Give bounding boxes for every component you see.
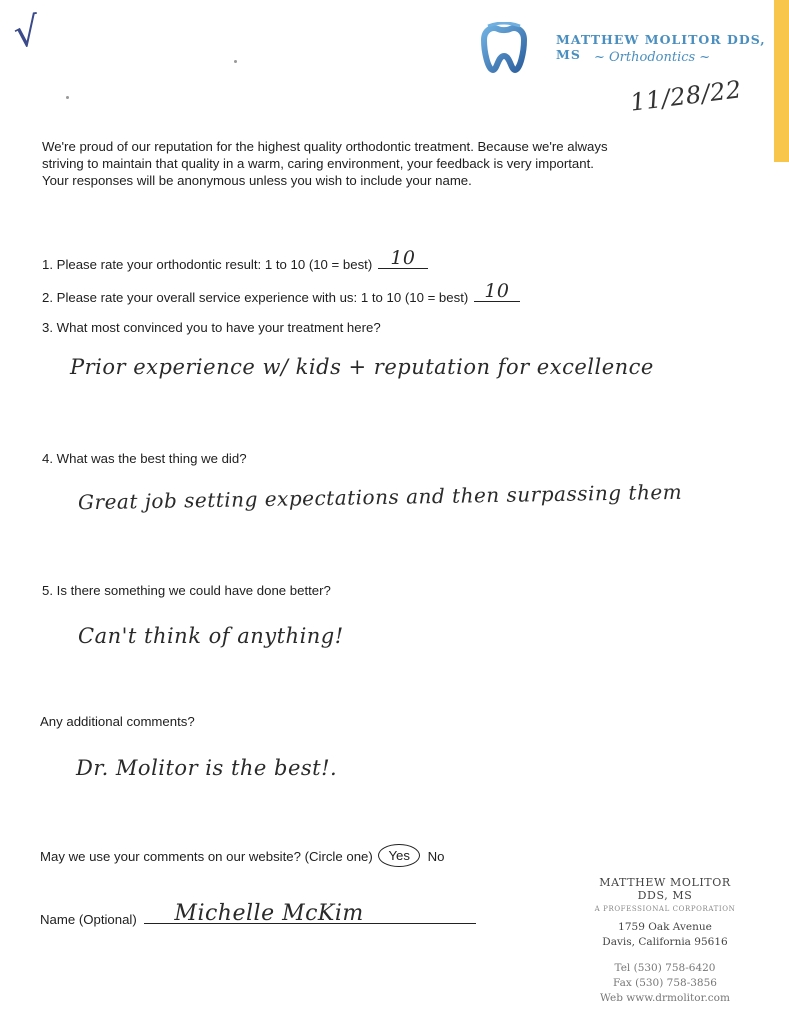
footer-address-2: Davis, California 95616 bbox=[602, 936, 728, 948]
question-2-answer: 10 bbox=[484, 280, 510, 302]
scan-speck bbox=[66, 96, 69, 99]
footer-address-1: 1759 Oak Avenue bbox=[618, 921, 712, 933]
question-3-answer[interactable]: Prior experience w/ kids + reputation for excellence bbox=[70, 355, 654, 379]
footer-fax: Fax (530) 758-3856 bbox=[613, 977, 717, 989]
edge-stripe bbox=[774, 0, 789, 162]
name-value: Michelle McKim bbox=[174, 901, 364, 926]
footer-tel: Tel (530) 758-6420 bbox=[614, 962, 716, 974]
intro-line: Your responses will be anonymous unless you wish to include your name. bbox=[42, 173, 472, 188]
tooth-logo-icon bbox=[478, 22, 530, 74]
question-2-answer-line[interactable] bbox=[474, 280, 520, 302]
website-consent-label: May we use your comments on our website? (Circle one) bbox=[40, 849, 373, 864]
consent-yes-option[interactable]: Yes bbox=[378, 844, 420, 867]
name-input-line[interactable] bbox=[144, 901, 476, 926]
question-5-answer[interactable]: Can't think of anything! bbox=[78, 624, 344, 648]
question-3-label: 3. What most convinced you to have your treatment here? bbox=[42, 320, 381, 335]
question-1-answer: 10 bbox=[390, 247, 416, 269]
footer-practice-name: MATTHEW MOLITOR DDS, MS bbox=[599, 876, 731, 902]
question-1-label: 1. Please rate your orthodontic result: 1 to 10 (10 = best) bbox=[42, 257, 373, 272]
footer-web[interactable]: Web www.drmolitor.com bbox=[600, 992, 730, 1004]
website-consent bbox=[40, 845, 444, 868]
question-4-answer[interactable]: Great job setting expectations and then surpassing them bbox=[77, 479, 683, 515]
comments-label: Any additional comments? bbox=[40, 714, 195, 729]
question-1 bbox=[42, 247, 428, 273]
name-label: Name (Optional) bbox=[40, 912, 137, 927]
question-4-label: 4. What was the best thing we did? bbox=[42, 451, 247, 466]
question-1-answer-line[interactable] bbox=[378, 247, 428, 269]
check-mark: √ bbox=[10, 8, 43, 58]
question-2-label: 2. Please rate your overall service experience with us: 1 to 10 (10 = best) bbox=[42, 290, 469, 305]
consent-no-option[interactable]: No bbox=[427, 849, 445, 864]
scan-speck bbox=[234, 60, 237, 63]
practice-name: MATTHEW MOLITOR DDS, MS bbox=[556, 32, 766, 62]
intro-line: striving to maintain that quality in a warm, caring environment, your feedback is very important. bbox=[42, 156, 594, 171]
handwritten-date: 11/28/22 bbox=[628, 75, 744, 117]
question-2 bbox=[42, 280, 520, 306]
comments-answer[interactable]: Dr. Molitor is the best!. bbox=[76, 756, 338, 780]
practice-specialty: ~ Orthodontics ~ bbox=[594, 50, 711, 65]
footer-corporation: A PROFESSIONAL CORPORATION bbox=[594, 905, 736, 913]
footer-letterhead bbox=[590, 876, 740, 1004]
intro-paragraph bbox=[42, 138, 732, 189]
question-5-label: 5. Is there something we could have done better? bbox=[42, 583, 331, 598]
name-field bbox=[40, 901, 476, 928]
intro-line: We're proud of our reputation for the highest quality orthodontic treatment. Because we're always bbox=[42, 139, 608, 154]
